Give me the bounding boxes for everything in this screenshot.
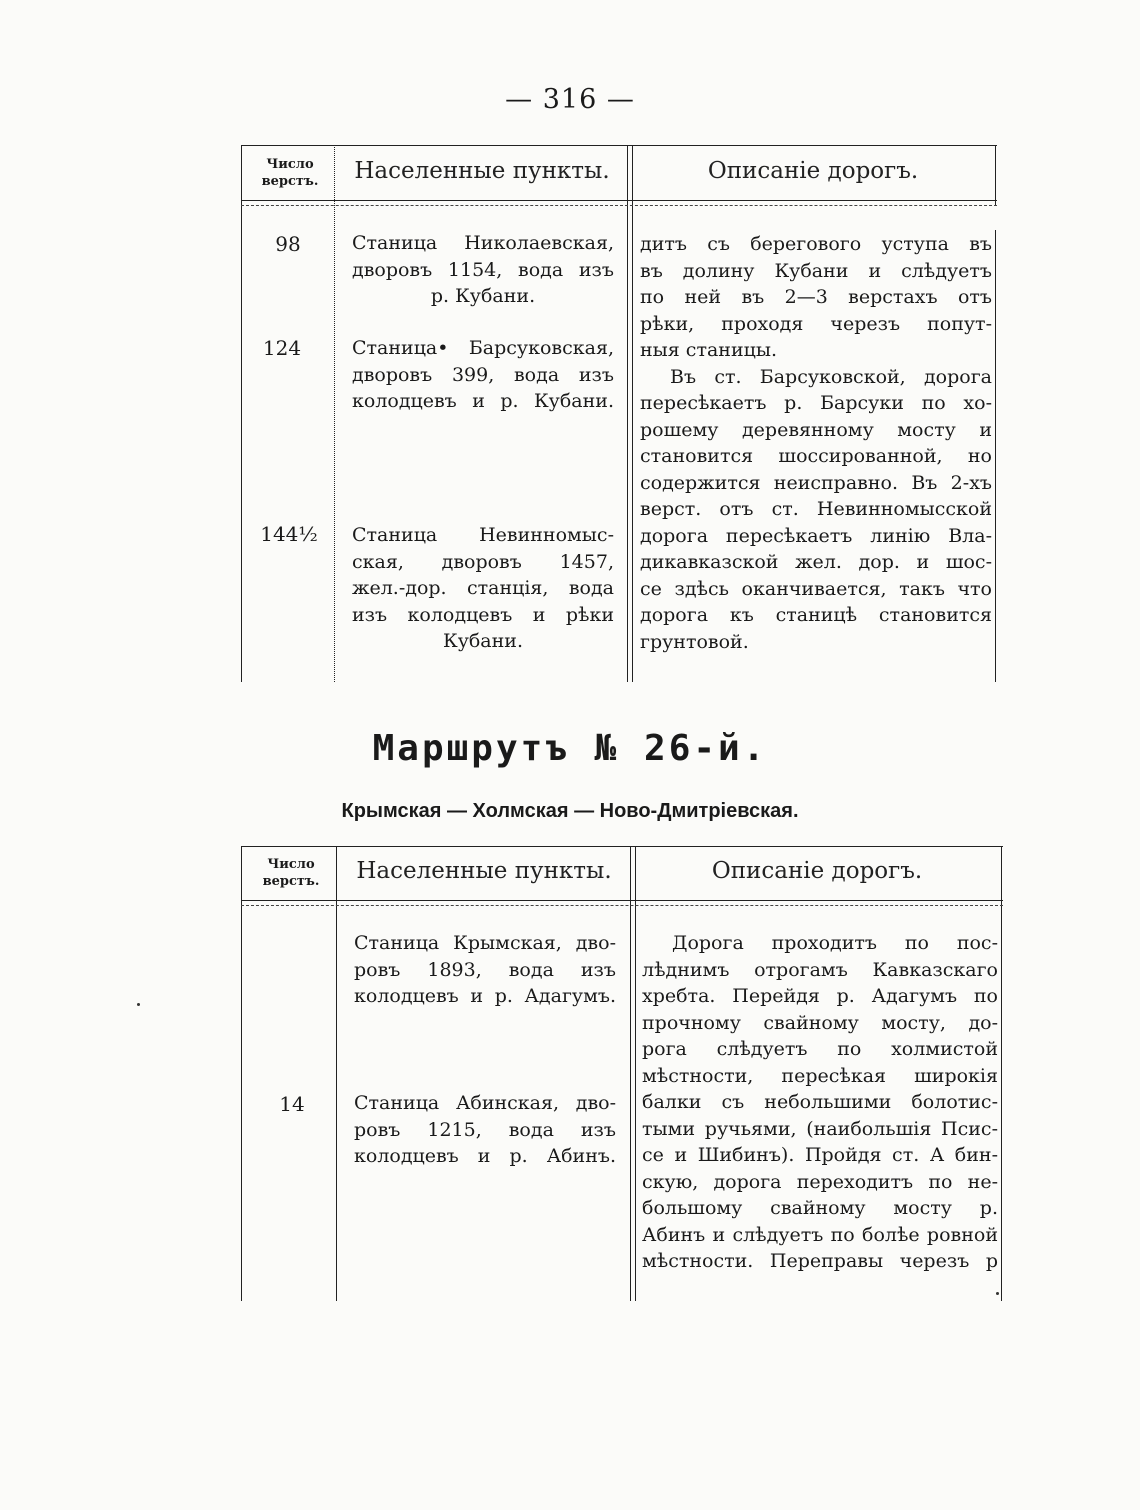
- table-2-top-rule: [241, 846, 1003, 847]
- description-line: ныя станицы.: [640, 339, 777, 361]
- table-2-description: [642, 930, 998, 1275]
- description-line: мѣстности. Переправы черезъ р: [642, 1250, 998, 1272]
- table-1-col-divider: [334, 145, 335, 682]
- table-2-places-header: Населенные пункты.: [356, 858, 612, 884]
- table-1-place-2: [352, 335, 614, 415]
- table-1-versts-144: 144½: [260, 522, 318, 546]
- description-line: пересѣкаетъ р. Барсуки по хо-: [640, 392, 992, 414]
- description-line: большому свайному мосту р.: [642, 1197, 998, 1219]
- description-line: Абинъ и слѣдуетъ по болѣе ровной: [642, 1223, 998, 1246]
- description-line: въ долину Кубани и слѣдуетъ: [640, 259, 992, 282]
- description-line: се и Шибинъ). Пройдя ст. А бин-: [642, 1144, 998, 1166]
- place-line: изъ колодцевъ и рѣки: [352, 603, 614, 626]
- description-line: рѣки, проходя черезъ попут-: [640, 312, 992, 335]
- print-speck: [137, 1003, 140, 1006]
- description-line: дикавказской жел. дор. и шос-: [640, 551, 992, 573]
- place-line: Станица Абинская, дво-: [354, 1092, 616, 1114]
- place-line: Станица Николаевская,: [352, 232, 614, 254]
- route-subtitle: Крымская — Холмская — Ново-Дмитріевская.: [341, 800, 799, 822]
- description-line: се здѣсь оканчивается, такъ что: [640, 577, 992, 600]
- place-line: дворовъ 399, вода изъ: [352, 363, 614, 386]
- route-title: Маршрутъ № 26-й.: [372, 728, 768, 769]
- table-1-top-rule: [241, 145, 997, 146]
- description-line: Дорога проходитъ по пос-: [672, 932, 998, 954]
- versts-header-line2: верстъ.: [261, 174, 319, 189]
- table-1-place-3: [352, 522, 614, 655]
- description-line: грунтовой.: [640, 630, 749, 653]
- table-1-header-rule: [241, 200, 997, 201]
- table-2-header-rule-2: [241, 905, 1003, 906]
- description-line: скую, дорога переходитъ по не-: [642, 1170, 998, 1193]
- description-line: рога слѣдуетъ по холмистой: [642, 1038, 998, 1060]
- description-line: дорога пересѣкаетъ линію Вла-: [640, 524, 992, 547]
- versts-header-line2: верстъ.: [262, 874, 320, 889]
- table-1-header-rule-2: [241, 205, 997, 206]
- table-2-place-1: [354, 930, 616, 1010]
- table-2-place-2: [354, 1090, 616, 1170]
- table-2-left-border: [241, 846, 242, 1301]
- place-line: дворовъ 1154, вода изъ: [352, 258, 614, 281]
- description-line: верст. отъ ст. Невинномысской: [640, 498, 992, 520]
- table-1-col-divider-double: [627, 145, 633, 682]
- table-1-description-header: Описаніе дорогъ.: [707, 158, 919, 184]
- place-line: жел.-дор. станція, вода: [352, 577, 614, 599]
- table-2-description-header: Описаніе дорогъ.: [711, 858, 923, 884]
- table-1-versts-98: 98: [275, 232, 301, 256]
- place-line: Станица• Барсуковская,: [352, 337, 614, 359]
- description-line: по ней въ 2—3 верстахъ отъ: [640, 286, 992, 308]
- table-1-right-border: [995, 145, 996, 205]
- description-line: тыми ручьями, (наибольшія Псис-: [642, 1117, 998, 1140]
- table-2-versts-header: [248, 856, 334, 890]
- description-line: прочному свайному мосту, до-: [642, 1011, 998, 1034]
- page-number: — 316 —: [505, 84, 635, 115]
- print-speck: [996, 1292, 999, 1295]
- description-line: лѣднимъ отрогамъ Кавказскаго: [642, 958, 998, 981]
- place-line: ская, дворовъ 1457,: [352, 550, 614, 573]
- table-1-versts-124: 124: [262, 336, 302, 360]
- description-line: становится шоссированной, но: [640, 445, 992, 467]
- description-line: дорога къ станицѣ становится: [640, 604, 992, 626]
- table-1-right-border-lower: [995, 230, 996, 682]
- place-line: колодцевъ и р. Абинъ.: [354, 1145, 616, 1167]
- place-line: колодцевъ и р. Адагумъ.: [354, 985, 616, 1007]
- place-line: р. Кубани.: [430, 285, 536, 307]
- place-line: колодцевъ и р. Кубани.: [352, 390, 614, 412]
- table-2-col-divider-double: [630, 846, 636, 1301]
- description-line: рошему деревянному мосту и: [640, 418, 992, 441]
- place-line: Станица Крымская, дво-: [354, 932, 616, 954]
- table-1-description: [640, 231, 992, 655]
- place-line: ровъ 1893, вода изъ: [354, 958, 616, 981]
- place-line: Кубани.: [442, 630, 524, 652]
- table-1-left-border: [241, 145, 242, 682]
- table-2-header-rule: [241, 900, 1003, 901]
- versts-header-line1: Число: [266, 157, 314, 172]
- table-1-places-header: Населенные пункты.: [354, 158, 610, 184]
- description-line: дитъ съ берегового уступа въ: [640, 233, 992, 255]
- description-line: Въ ст. Барсуковской, дорога: [670, 365, 992, 388]
- place-line: Станица Невинномыс-: [352, 524, 614, 546]
- table-2-versts-14: 14: [279, 1092, 305, 1116]
- table-2-col-divider: [336, 846, 337, 1301]
- table-1-versts-header: [248, 156, 332, 190]
- versts-header-line1: Число: [267, 857, 315, 872]
- description-line: содержится неисправно. Въ 2-хъ: [640, 471, 992, 494]
- table-2-right-border: [1001, 846, 1002, 1301]
- description-line: балки съ небольшими болотис-: [642, 1091, 998, 1113]
- place-line: ровъ 1215, вода изъ: [354, 1118, 616, 1141]
- table-1-place-1: [352, 230, 614, 310]
- description-line: хребта. Перейдя р. Адагумъ по: [642, 985, 998, 1007]
- description-line: мѣстности, пересѣкая широкія: [642, 1064, 998, 1087]
